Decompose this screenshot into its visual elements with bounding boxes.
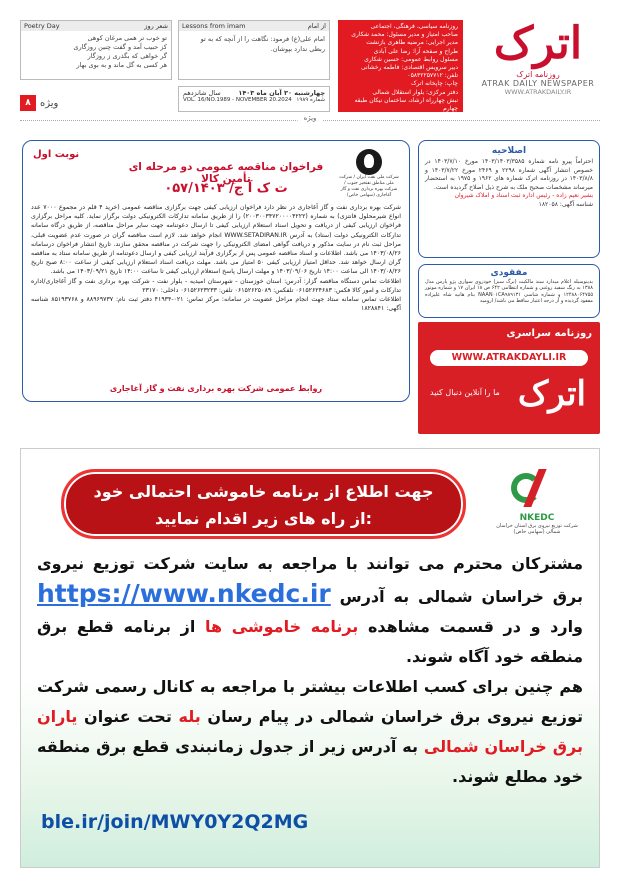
brand-slogan: روزنامه اترک — [516, 70, 560, 79]
nkedc-website-link[interactable]: https://www.nkedc.ir — [37, 579, 331, 608]
correction-signature: بشیر نعیم زاده - رئیس اداره ثبت اسناد و املاک شیروان — [454, 192, 593, 199]
correction-title: اصلاحیه — [491, 146, 527, 156]
bale-channel-link[interactable]: ble.ir/join/MWY0Y2Q2MG — [41, 811, 309, 833]
tender-title: فراخوان مناقصه عمومی دو مرحله ای تأمین کالا — [128, 161, 324, 185]
outage-banner — [61, 469, 466, 539]
masthead-line: چاپ: چاپخانه اترک — [411, 80, 458, 88]
outage-text: از برنامه قطع برق منطقه خود آگاه شوند. — [37, 617, 583, 666]
masthead-line: مسئول روابط عمومی: حسین شکاری — [364, 55, 458, 63]
tender-body-text: شرکت بهره برداری نفت و گاز آغاجاری در نظر دارد فراخوان ارزیابی کیفی جهت برگزاری مناقصه عمومی (خرید ۴ قلم در مجموع ۷۰۰۰ عدد انواع شیرمحلول فانتزی) به شماره (۲۰۰۳۰۰۳۴۷۲۰۰۰۰۴۲۲۲) را از طریق سامانه تدارکات الکترونیکی دولت برگزار نماید. کلیه مراحل برگزاری فراخوان ارزیابی کیفی از دریافت و تحویل اسناد استعلام ارزیابی کیفی تا ارسال دعوتنامه جهت سایر مراحل مناقصه، از طریق درگاه سامانه تدارکات الکترونیکی دولت (ستاد) به آدرس WWW.SETADIRAN.IR انجام خواهد شد. لازم است مناقصه گران در صورت عدم عضویت قبلی، مراحل ثبت نام در سایت مذکور و دریافت گواهی امضای الکترونیکی را جهت شرکت در مناقصه محقق سازند. تاریخ انتشار فراخوان درسامانه ۱۴۰۳/۰۸/۲۶ می باشد. اطلاعات و اسناد مناقصه عمومی پس از برگزاری فرآیند ارزیابی کیفی و ارسال دعوتنامه از طریق سامانه ستاد به مناقصه گران ارسال خواهد شد. حداقل امتیاز ارزیابی کیفی ۵۰ امتیاز می باشد. مهلت دریافت اسناد استعلام ارزیابی کیفی از ساعت ۸:۰۰ صبح تاریخ ۱۴۰۳/۰۸/۲۶ الی ساعت ۱۴:۰۰ تاریخ ۱۴۰۳/۰۹/۰۶ و مهلت ارسال پاسخ استعلام ارزیابی کیفی تا ساعت ۱۴:۰۰ تاریخ ۱۴۰۳/۰۹/۲۱ می باشد. — [31, 204, 401, 276]
outage-highlight: یاران برق خراسان شمالی — [37, 707, 584, 756]
promo-brand: اترک — [517, 374, 586, 414]
masthead-line: روزنامه سیاسی، فرهنگی، اجتماعی — [370, 23, 458, 30]
masthead-line: مدیر اجرایی: مرضیه طاهری بازنشت — [366, 39, 458, 47]
poem-line: گر خواهی که بگذری ز روزگار — [87, 52, 167, 60]
correction-code: شناسه آگهی: ۱۸۲۰۵۸ — [538, 200, 593, 208]
masthead-line: دبیر سرویس اقتصادی: فاطمه رخشانی — [360, 64, 458, 72]
brand-english: ATRAK DAILY NEWSPAPER — [481, 79, 595, 88]
tender-code: ۰۵۷/ت ک آ ج/ ۱۴۰۳ — [164, 181, 288, 196]
masthead-line: طراح و صفحه آرا: رضا علی آبادی — [373, 47, 458, 55]
correction-notice — [418, 140, 600, 258]
tender-contact-setad: اطلاعات تماس سامانه ستاد جهت انجام مراحل عضویت در سامانه: مرکز تماس: ۰۲۱-۴۱۹۳۴ دفتر ثبت نام: ۸۸۹۶۹۷۳۷ و ۸۵۱۹۳۷۶۸ شناسه آگهی: ۱۸۲۸۸۴۱ — [31, 296, 401, 313]
outage-text: مشترکان محترم می توانند با مراجعه به سایت شرکت توزیع نیروی برق خراسان شمالی به آدرس — [37, 554, 583, 606]
nkedc-caption: شرکت توزیع نیروی برق استان خراسان شمالی (سهامی خاص) — [496, 523, 578, 535]
poem-line: کز حبیب آمد و گفت چنین روزگاری — [73, 43, 167, 51]
tender-body — [31, 203, 401, 313]
lost-title: مفقودی — [490, 268, 528, 278]
poem-line: هر کسی به گل ماند و به بوی بهار — [76, 61, 167, 69]
outage-text: به آدرس زیر از جدول زمانبندی قطع برق منطقه خود مطلع شوند. — [37, 737, 583, 786]
nioc-logo — [339, 149, 399, 199]
nkedc-logo — [489, 467, 585, 535]
masthead-line: تلفن: ۰۵۸۳۲۲۵۷۷۱۲ — [407, 72, 458, 80]
page-number-value: ۸ — [20, 95, 36, 111]
poetry-box — [20, 20, 172, 80]
tender-footer: روابط عمومی شرکت بهره برداری نفت و گاز آغاجاری — [109, 384, 323, 393]
divider-label: ویژه — [298, 114, 323, 122]
outage-highlight: برنامه خاموشی ها — [205, 617, 359, 636]
outage-highlight: بله — [178, 707, 201, 726]
outage-body — [37, 549, 583, 792]
poetry-box-title-en: Poetry Day — [24, 22, 60, 30]
promo-website[interactable]: WWW.ATRAKDAYLI.IR — [430, 350, 588, 366]
tender-notice — [22, 140, 410, 402]
promo-title: روزنامه سراسری — [506, 328, 592, 339]
nkedc-name: NKEDC — [519, 513, 555, 523]
outage-text: وارد و در قسمت مشاهده — [367, 617, 584, 636]
date-bar — [178, 86, 330, 112]
brand-name: اترک — [493, 18, 583, 69]
nkedc-mark-icon — [507, 467, 567, 513]
date-fa: چهارشنبه ۳۰ آبان ماه ۱۴۰۳ — [238, 89, 325, 97]
banner-line-1: جهت اطلاع از برنامه خاموشی احتمالی خود — [93, 482, 434, 501]
masthead-line: دفتر مرکزی: بلوار استقلال شمالی — [372, 88, 458, 96]
masthead-info — [338, 20, 463, 112]
masthead-logo — [468, 18, 608, 100]
brand-website: WWW.ATRAKDAILY.IR — [504, 88, 572, 96]
correction-text: احتراماً پیرو نامه شماره ۱۴۰۳/۱۴۰۳/۳۵۸۵ مورخ ۱۴۰۳/۷/۱۰ در خصوص انتشار آگهی شماره ۲۲۹۸ و ۲۴۶۹ مورخ ۱۴۰۳/۷/۲۲ و ۱۴۰۳/۸/۸ در روزنامه اترک شماره های ۱۹۶۲ و ۱۹۷۵ به استحضار میرساند مشخصات صحیح ملک به شرح ذیل اصلاح گردیده است. — [425, 158, 593, 191]
masthead-line: نبش چهارراه ارشاد، ساختمان نیکان طبقه چهارم — [354, 96, 458, 113]
section-divider — [20, 114, 600, 130]
imam-box-title-fa: از امام — [307, 22, 326, 30]
banner-line-2: از راه های زیر اقدام نمایید: — [155, 509, 372, 528]
lost-notice — [418, 264, 600, 318]
masthead-line: صاحب امتیاز و مدیر مسئول: محمد شکاری — [351, 31, 458, 39]
nioc-logo-caption: شرکت ملی نفت ایران / شرکت ملی مناطق نفتخیز جنوب / شرکت بهره برداری نفت و گاز آغاجاری (سهامی خاص) — [339, 175, 399, 198]
promo-subtitle: ما را آنلاین دنبال کنید — [430, 388, 500, 397]
outage-text: هم چنین برای کسب اطلاعات بیشتر با مراجعه به کانال رسمی شرکت توزیع نیروی برق خراسان شمالی در پیام رسان — [37, 677, 583, 726]
lost-text: بدینوسیله اعلام میدارد سند مالکیت (برگ سبز) خودروی سواری پژو پارس مدل ۱۳۸۸ به رنگ سفید روغنی و شماره انتظامی ۶۴۲ ص ۱۸ ایران ۱۷ و شماره موتور ۱۲۴۸۸۰۶۴۷۵۵ و شماره شاسی NAAN۰۱CA۹۸۹۱۳۱ بنام هانیه شاه علیزاده مفقود گردیده و از درجه اعتبار ساقط می باشد/ ارومیه — [425, 279, 594, 304]
year-label: سال شانزدهم — [183, 89, 221, 97]
issue-number: شماره ۱۹۸۹ — [296, 97, 325, 103]
page-label: ویژه — [40, 97, 59, 109]
page-number — [20, 95, 80, 111]
issue-line: VOL. 16/NO.1989 - NOVEMBER 20.2024 — [183, 97, 292, 103]
flame-icon — [356, 149, 382, 175]
power-outage-ad — [20, 448, 600, 868]
imam-box-text: امام علی(ع) فرمود: نگاهت را از آنچه که به تو ربطی ندارد بپوشان. — [200, 35, 325, 53]
imam-box-title-en: Lessons from imam — [182, 22, 246, 30]
tender-round: نوبت اول — [33, 149, 80, 160]
imam-box — [178, 20, 330, 80]
newspaper-promo — [418, 322, 600, 434]
poem-line: تو خوب تر همی مرغان کوهی — [87, 34, 167, 42]
tender-contact: اطلاعات تماس دستگاه مناقصه گزار: آدرس: استان خوزستان - شهرستان امیدیه - بلوار نفت - شرکت بهره برداری نفت و گاز آغاجاری/اداره تدارکات و امور کالا فکس: ۰۶۱۵۲۶۲۴۶۸۳ تلفکس: ۰۶۱۵۲۶۲۵۰۸۹ تلفن: ۰۶۱۵۲۶۲۳۲۳۳ داخلی: ۲۳۱۷۰ — [31, 277, 401, 294]
poetry-box-title-fa: شعر روز — [144, 22, 168, 30]
outage-text: تحت عنوان — [84, 707, 172, 726]
